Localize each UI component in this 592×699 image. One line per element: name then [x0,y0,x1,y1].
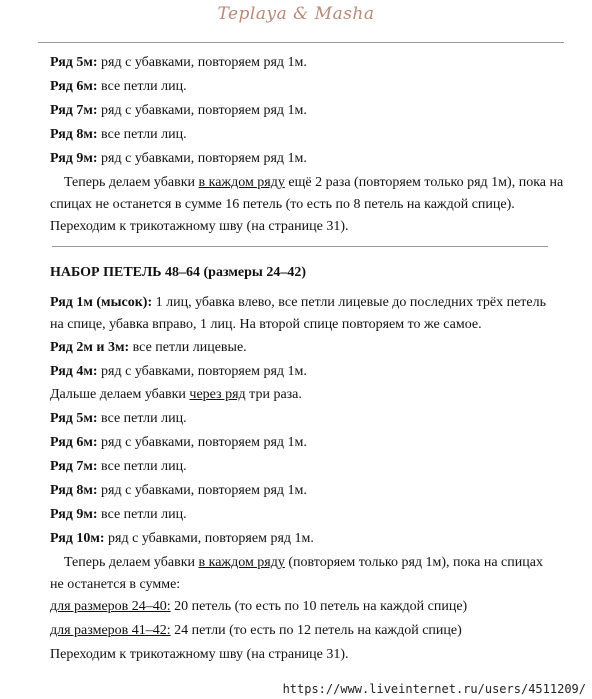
paragraph-each-row: Теперь делаем убавки в каждом ряду ещё 2 раза (повторяем только ряд 1м), пока на спицах не останется в сумме 16 петель (то есть по 8 петель на каждой спице). Переходим к трикотажному шву (на странице 31). [50,175,564,234]
row-9-top: Ряд 9м: ряд с убавками, повторяем ряд 1м. [50,151,307,166]
paragraph-remaining: Теперь делаем убавки в каждом ряду (повторяем только ряд 1м), пока на спицах не останется в сумме: [50,555,543,592]
size-41-42: для размеров 41–42: 24 петли (то есть по 12 петель на каждой спице) [50,623,462,638]
row-6-top: Ряд 6м: все петли лиц. [50,79,187,94]
brand-logo: Teplaya & Masha [217,4,375,24]
row-9: Ряд 9м: все петли лиц. [50,507,187,522]
paragraph-every-other-row: Дальше делаем убавки через ряд три раза. [50,387,302,402]
row-5: Ряд 5м: все петли лиц. [50,411,187,426]
row-8-top: Ряд 8м: все петли лиц. [50,127,187,142]
row-1-toe: Ряд 1м (мысок): 1 лиц, убавка влево, все петли лицевые до последних трёх петель на спице, убавка вправо, 1 лиц. На второй спице повторяем то же самое. [50,295,547,332]
size-24-40: для размеров 24–40: 20 петель (то есть по 10 петель на каждой спице) [50,599,468,614]
final-paragraph: Переходим к трикотажному шву (на странице 31). [50,647,349,662]
row-10: Ряд 10м: ряд с убавками, повторяем ряд 1м. [50,531,314,546]
row-7: Ряд 7м: все петли лиц. [50,459,187,474]
row-8: Ряд 8м: ряд с убавками, повторяем ряд 1м. [50,483,307,498]
source-url: https://www.liveinternet.ru/users/4511209/ [282,682,586,696]
section-divider [52,246,548,247]
row-7-top: Ряд 7м: ряд с убавками, повторяем ряд 1м. [50,103,307,118]
row-6: Ряд 6м: ряд с убавками, повторяем ряд 1м. [50,435,307,450]
section-title: НАБОР ПЕТЕЛЬ 48–64 (размеры 24–42) [50,265,307,280]
row-5-top: Ряд 5м: ряд с убавками, повторяем ряд 1м. [50,55,307,70]
top-divider [38,42,564,43]
row-2-3: Ряд 2м и 3м: все петли лицевые. [50,340,247,355]
row-4: Ряд 4м: ряд с убавками, повторяем ряд 1м. [50,364,307,379]
